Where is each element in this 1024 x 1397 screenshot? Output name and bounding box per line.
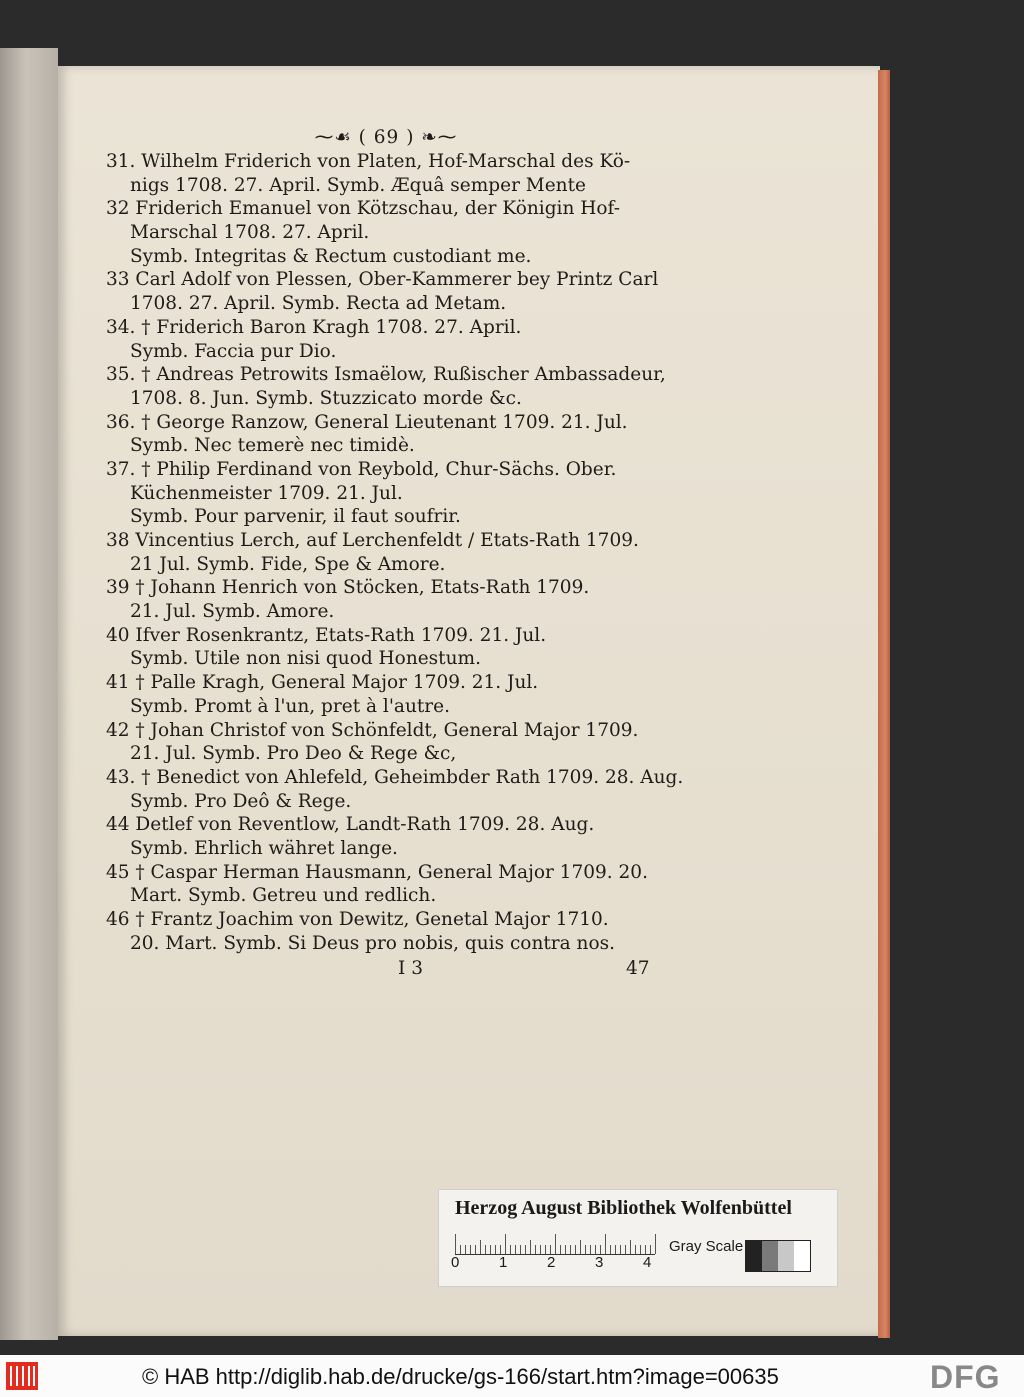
text-line: 34. † Friderich Baron Kragh 1708. 27. April.	[106, 316, 522, 338]
ruler-tick	[535, 1245, 536, 1254]
text-line: 21 Jul. Symb. Fide, Spe & Amore.	[130, 553, 446, 575]
text-line: 41 † Palle Kragh, General Major 1709. 21. Jul.	[106, 672, 539, 694]
ruler-tick	[525, 1245, 526, 1254]
ruler-tick	[490, 1245, 491, 1254]
ruler-number: 0	[451, 1254, 460, 1271]
text-line: 37. † Philip Ferdinand von Reybold, Chur-Sächs. Ober.	[106, 458, 617, 480]
ruler-tick	[485, 1245, 486, 1254]
text-line: 45 † Caspar Herman Hausmann, General Major 1709. 20.	[106, 861, 648, 883]
ruler-tick	[635, 1245, 636, 1254]
ruler-tick	[595, 1245, 596, 1254]
text-line: 33 Carl Adolf von Plessen, Ober-Kammerer bey Printz Carl	[106, 269, 659, 291]
previous-page-edge	[0, 48, 58, 1340]
ruler-tick	[625, 1245, 626, 1254]
ruler-tick	[620, 1245, 621, 1254]
catchword: 47	[626, 958, 650, 980]
page-red-edge	[878, 70, 890, 1338]
ruler-number: 1	[499, 1254, 508, 1271]
ruler-tick	[590, 1245, 591, 1254]
page-text	[106, 126, 684, 985]
text-line: 1708. 8. Jun. Symb. Stuzzicato morde &c.	[130, 387, 522, 409]
gray-swatch	[778, 1241, 794, 1271]
ruler-tick	[515, 1245, 516, 1254]
ruler-tick	[480, 1240, 481, 1254]
gray-swatch	[746, 1241, 762, 1271]
ruler-tick	[640, 1245, 641, 1254]
dfg-logo: DFG	[930, 1359, 1001, 1395]
text-line: Küchenmeister 1709. 21. Jul.	[130, 482, 403, 504]
text-line: 38 Vincentius Lerch, auf Lerchenfeldt / Etats-Rath 1709.	[106, 530, 639, 551]
text-line: 44 Detlef von Reventlow, Landt-Rath 1709. 28. Aug.	[106, 814, 595, 836]
text-line: Symb. Nec temerè nec timidè.	[130, 435, 415, 457]
ruler-tick	[575, 1245, 576, 1254]
ruler-number: 4	[643, 1254, 652, 1271]
ruler-tick	[655, 1234, 656, 1254]
ruler-tick	[495, 1245, 496, 1254]
gray-scale-swatches	[745, 1240, 811, 1272]
ruler-tick	[550, 1245, 551, 1254]
text-line: Symb. Integritas & Rectum custodiant me.	[130, 245, 532, 267]
text-line: 36. † George Ranzow, General Lieutenant 1709. 21. Jul.	[106, 411, 628, 433]
text-line: 32 Friderich Emanuel von Kötzschau, der Königin Hof-	[106, 198, 620, 220]
text-line: 20. Mart. Symb. Si Deus pro nobis, quis contra nos.	[130, 932, 615, 954]
ruler-tick	[555, 1234, 556, 1254]
text-line: 21. Jul. Symb. Pro Deo & Rege &c,	[130, 743, 457, 765]
copyright-link[interactable]: © HAB http://diglib.hab.de/drucke/gs-166/start.htm?image=00635	[142, 1364, 779, 1389]
ruler-tick	[615, 1245, 616, 1254]
ruler-tick	[545, 1245, 546, 1254]
ruler-tick	[605, 1234, 606, 1254]
gray-swatch	[762, 1241, 778, 1271]
ruler-tick	[520, 1245, 521, 1254]
text-line: Marschal 1708. 27. April.	[130, 222, 370, 244]
text-line: Symb. Faccia pur Dio.	[130, 340, 337, 362]
hab-logo-icon	[6, 1362, 38, 1390]
ruler-tick	[500, 1245, 501, 1254]
text-line: 1708. 27. April. Symb. Recta ad Metam.	[130, 293, 507, 315]
ruler-tick	[530, 1240, 531, 1254]
ruler-tick	[465, 1245, 466, 1254]
text-line: 42 † Johan Christof von Schönfeldt, General Major 1709.	[106, 719, 639, 741]
ruler-tick	[580, 1240, 581, 1254]
ruler-tick	[540, 1245, 541, 1254]
library-color-card	[438, 1189, 838, 1287]
ruler-tick	[650, 1245, 651, 1254]
ruler-number: 3	[595, 1254, 604, 1271]
text-line: Mart. Symb. Getreu und redlich.	[130, 885, 437, 907]
entry-lines	[106, 150, 684, 955]
text-line: 40 Ifver Rosenkrantz, Etats-Rath 1709. 21. Jul.	[106, 624, 547, 646]
text-line: Symb. Promt à l'un, pret à l'autre.	[130, 695, 450, 717]
ruler-tick	[630, 1240, 631, 1254]
ruler-tick	[600, 1245, 601, 1254]
text-line: 21. Jul. Symb. Amore.	[130, 601, 335, 623]
text-line: Symb. Utile non nisi quod Honestum.	[130, 648, 481, 670]
ruler-tick	[460, 1245, 461, 1254]
page-header: ⁓☙ ( 69 ) ❧⁓	[314, 127, 458, 148]
ruler-tick	[510, 1245, 511, 1254]
gray-swatch	[794, 1241, 810, 1271]
ruler-tick	[585, 1245, 586, 1254]
gray-scale-label: Gray Scale	[669, 1238, 744, 1255]
ruler-tick	[455, 1234, 456, 1254]
ruler-tick	[610, 1245, 611, 1254]
text-line: Symb. Pour parvenir, il faut soufrir.	[130, 506, 461, 528]
ruler-tick	[570, 1245, 571, 1254]
text-line: 39 † Johann Henrich von Stöcken, Etats-Rath 1709.	[106, 577, 590, 599]
text-line: nigs 1708. 27. April. Symb. Æquâ semper Mente	[130, 174, 586, 196]
ruler-number: 2	[547, 1254, 556, 1271]
text-line: Symb. Pro Deô & Rege.	[130, 790, 352, 812]
text-line: 43. † Benedict von Ahlefeld, Geheimbder Rath 1709. 28. Aug.	[106, 766, 684, 788]
ruler-tick	[475, 1245, 476, 1254]
ruler-tick	[560, 1245, 561, 1254]
page-footer	[106, 957, 666, 985]
card-title: Herzog August Bibliothek Wolfenbüttel	[455, 1197, 792, 1219]
text-line: 31. Wilhelm Friderich von Platen, Hof-Marschal des Kö-	[106, 151, 631, 172]
text-line: Symb. Ehrlich währet lange.	[130, 837, 398, 859]
ruler-tick	[565, 1245, 566, 1254]
ruler-scale	[455, 1234, 655, 1255]
signature-mark: I 3	[398, 958, 423, 980]
text-line: 35. † Andreas Petrowits Ismaëlow, Rußischer Ambassadeur,	[106, 364, 666, 386]
footer-bar	[0, 1355, 1024, 1397]
ruler-tick	[470, 1245, 471, 1254]
ruler-tick	[505, 1234, 506, 1254]
text-line: 46 † Frantz Joachim von Dewitz, Genetal Major 1710.	[106, 909, 609, 930]
ruler-tick	[645, 1245, 646, 1254]
